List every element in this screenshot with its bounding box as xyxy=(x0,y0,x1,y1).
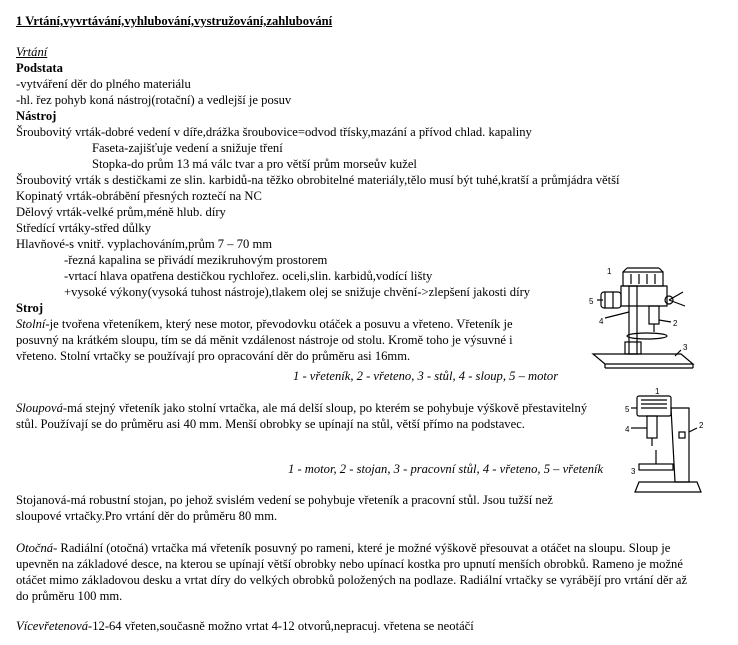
stojanova-paragraph-line: Stojanová-má robustní stojan, po jehož svislém vedení se pohybuje vřeteník a pracovní stůl. Jsou tužší než xyxy=(16,493,553,507)
nastroj-line: Středící vrtáky-střed důlky xyxy=(16,221,152,235)
figure-1-caption: 1 - vřeteník, 2 - vřeteno, 3 - stůl, 4 - sloup, 5 – motor xyxy=(293,369,559,383)
figure-1-label: 3 xyxy=(683,343,688,352)
term-vicevretenova: Vícevřetenová xyxy=(16,619,89,633)
term-otocna: Otočná xyxy=(16,541,54,555)
nastroj-line: Dělový vrták-velké prům,méně hlub. díry xyxy=(16,205,226,219)
document-title: 1 Vrtání,vyvrtávání,vyhlubování,vystružování,zahlubování xyxy=(16,14,333,28)
section-heading-vrtani: Vrtání xyxy=(16,45,48,59)
otocna-paragraph-line: otáčet mimo základovou desku a vrtat díry do velkých obrobků položených na podlaze. Radiální vrtačky se vyrábějí pro vrtání děr až xyxy=(16,573,688,587)
nastroj-line: +vysoké výkony(vysoká tuhost nástroje),tlakem olej se snižuje chvění->zlepšení jakosti díry xyxy=(64,285,531,299)
nastroj-line: Kopinatý vrták-obrábění přesných roztečí na NC xyxy=(16,189,262,203)
term-sloupova: Sloupová xyxy=(16,401,63,415)
stolni-paragraph-line xyxy=(16,316,513,332)
heading-nastroj: Nástroj xyxy=(16,109,57,123)
figure-1-label: 1 xyxy=(607,267,612,276)
sloupova-paragraph-line: stůl. Používají se do průměru asi 40 mm. Menší obrobky se upínají na stůl, větší přímo na podstavec. xyxy=(16,417,525,431)
podstata-line: -hl. řez pohyb koná nástroj(rotační) a vedlejší je posuv xyxy=(16,93,292,107)
figure-1-label: 5 xyxy=(589,297,594,306)
stojanova-paragraph-line: sloupové vrtačky.Pro vrtání děr do průměru 80 mm. xyxy=(16,509,278,523)
stolni-text: -je tvořena vřeteníkem, který nese motor, převodovku otáček a posuvu a vřeteno. Vřeteník je xyxy=(45,317,513,331)
otocna-paragraph-line xyxy=(16,540,670,556)
column-drill-figure xyxy=(625,388,725,500)
sloupova-paragraph-line xyxy=(16,400,587,416)
stand-shape xyxy=(671,408,689,482)
nastroj-line: -řezná kapalina se přivádí mezikruhovým prostorem xyxy=(64,253,328,267)
stolni-paragraph-line: posuvný na krátkém sloupu, tím se dá měnit vzdálenost nástroje od stolu. Kromě toho je výsuvné i xyxy=(16,333,513,347)
base-plate-shape xyxy=(593,354,693,364)
term-stolni: Stolní xyxy=(16,317,46,331)
otocna-paragraph-line: upevněn na základové desce, na kterou se upínají větší obrobky nebo upínací kostka pro upnutí menších obrobků. Rameno je možné xyxy=(16,557,683,571)
figure-2-label: 1 xyxy=(655,388,660,396)
figure-2-label: 4 xyxy=(625,425,630,434)
nastroj-line: Šroubovitý vrták s destičkami ze slin. karbidů-na těžko obrobitelné materiály,tělo musí být tuhé,kratší a průmjádra větší xyxy=(16,173,620,187)
vicevretenova-text: -12-64 vřeten,současně možno vrtat 4-12 otvorů,nepracuj. vřetena se neotáčí xyxy=(88,619,474,633)
otocna-paragraph-line: do průměru 100 mm. xyxy=(16,589,123,603)
sloupova-text: -má stejný vřeteník jako stolní vrtačka, ale má delší sloup, po kterém se pohybuje výškově přestavitelný xyxy=(62,401,588,415)
nastroj-line: Šroubovitý vrták-dobré vedení v díře,drážka šroubovice=odvod třísky,mazání a přívod chlad. kapaliny xyxy=(16,125,532,139)
figure-2-caption: 1 - motor, 2 - stojan, 3 - pracovní stůl, 4 - vřeteno, 5 – vřeteník xyxy=(288,462,604,476)
stolni-paragraph-line: vřeteno. Stolní vrtačky se používají pro opracování děr do průměru asi 16mm. xyxy=(16,349,411,363)
nastroj-line: Stopka-do prům 13 má válc tvar a pro větší prům morseův kužel xyxy=(92,157,417,171)
nastroj-line: -vrtací hlava opatřena destičkou rychlořez. oceli,slin. karbidů,vodící lišty xyxy=(64,269,433,283)
figure-1-label: 2 xyxy=(673,319,678,328)
figure-1-label: 4 xyxy=(599,317,604,326)
podstata-line: -vytváření děr do plného materiálu xyxy=(16,77,191,91)
vicevretenova-line xyxy=(16,618,474,634)
heading-podstata: Podstata xyxy=(16,61,63,75)
figure-2-label: 5 xyxy=(625,405,630,414)
heading-stroj: Stroj xyxy=(16,301,44,315)
otocna-text: - Radiální (otočná) vrtačka má vřeteník posuvný po rameni, které je možné výškově přesouvat a otáčet na sloupu. Sloup je xyxy=(53,541,671,555)
column-shape xyxy=(629,286,637,354)
bench-drill-figure xyxy=(585,262,715,372)
figure-2-label: 3 xyxy=(631,467,636,476)
figure-2-label: 2 xyxy=(699,421,704,430)
nastroj-line: Hlavňové-s vnitř. vyplachováním,prům 7 – 70 mm xyxy=(16,237,273,251)
nastroj-line: Faseta-zajišťuje vedení a snižuje tření xyxy=(92,141,283,155)
